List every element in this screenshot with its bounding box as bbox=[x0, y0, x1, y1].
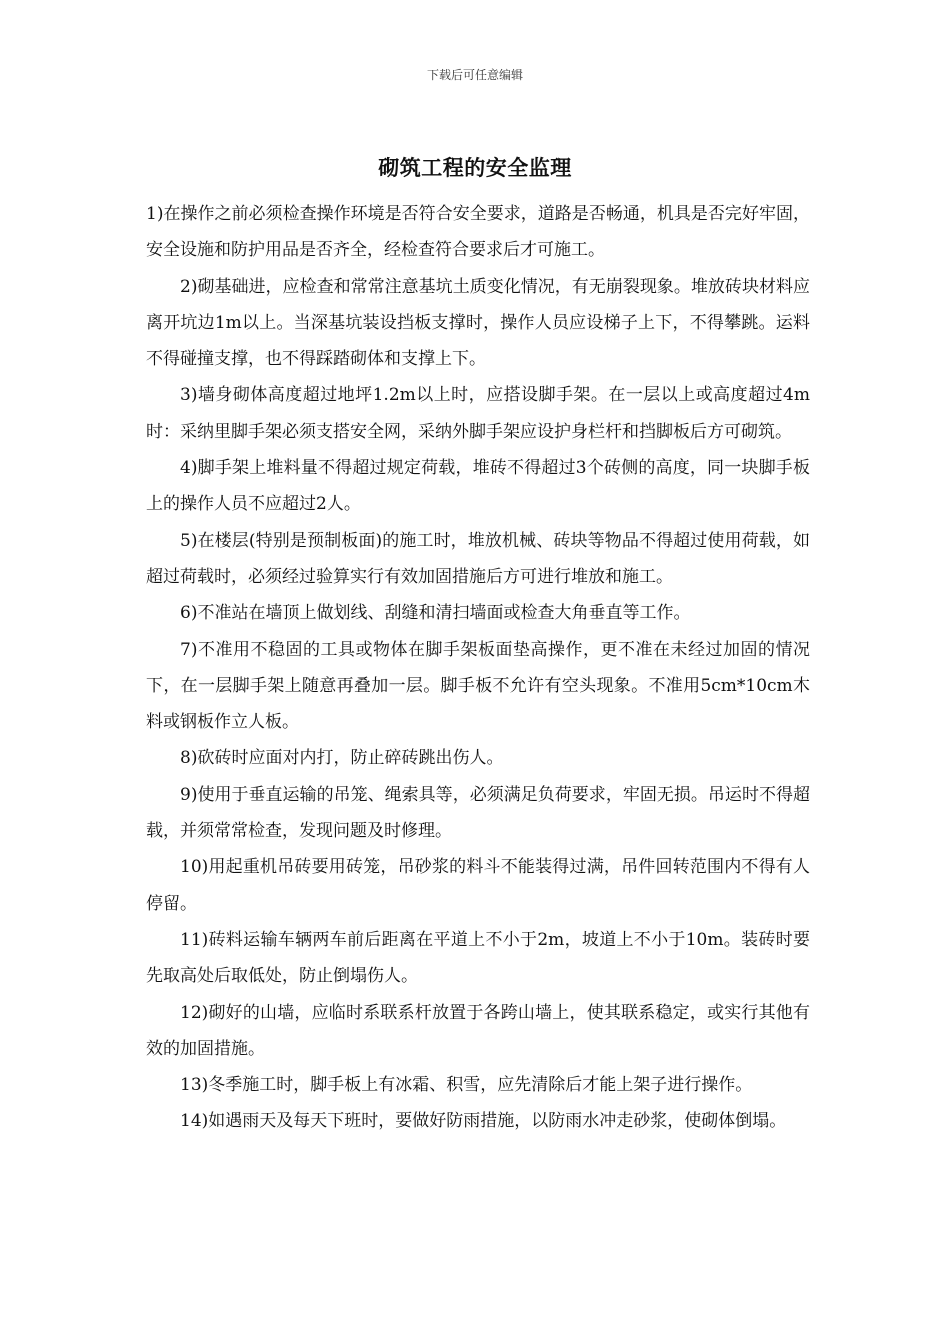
paragraph-2: 2)砌基础进，应检查和常常注意基坑土质变化情况，有无崩裂现象。堆放砖块材料应离开坑边1m以上。当深基坑装设挡板支撑时，操作人员应设梯子上下，不得攀跳。运料不得碰撞支撑，也不得踩踏砌体和支撑上下。 bbox=[146, 276, 810, 370]
paragraph-7: 7)不准用不稳固的工具或物体在脚手架板面垫高操作，更不准在未经过加固的情况下，在一层脚手架上随意再叠加一层。脚手板不允许有空头现象。不准用5cm*10cm木料或钢板作立人板。 bbox=[146, 639, 810, 733]
paragraph-6: 6)不准站在墙顶上做划线、刮缝和清扫墙面或检查大角垂直等工作。 bbox=[180, 603, 691, 624]
document-body bbox=[146, 196, 810, 1140]
paragraph-14: 14)如遇雨天及每天下班时，要做好防雨措施，以防雨水冲走砂浆，使砌体倒塌。 bbox=[180, 1111, 787, 1132]
paragraph-4: 4)脚手架上堆料量不得超过规定荷载，堆砖不得超过3个砖侧的高度，同一块脚手板上的操作人员不应超过2人。 bbox=[146, 458, 810, 515]
paragraph-12: 12)砌好的山墙，应临时系联系杆放置于各跨山墙上，使其联系稳定，或实行其他有效的加固措施。 bbox=[146, 1002, 810, 1059]
paragraph-13: 13)冬季施工时，脚手板上有冰霜、积雪，应先清除后才能上架子进行操作。 bbox=[180, 1075, 753, 1096]
header-note: 下载后可任意编辑 bbox=[426, 68, 523, 82]
paragraph-3: 3)墙身砌体高度超过地坪1.2m以上时，应搭设脚手架。在一层以上或高度超过4m时：采纳里脚手架必须支搭安全网，采纳外脚手架应设护身栏杆和挡脚板后方可砌筑。 bbox=[146, 385, 810, 442]
paragraph-1: 1)在操作之前必须检查操作环境是否符合安全要求，道路是否畅通，机具是否完好牢固，安全设施和防护用品是否齐全，经检查符合要求后才可施工。 bbox=[146, 204, 810, 261]
paragraph-10: 10)用起重机吊砖要用砖笼，吊砂浆的料斗不能装得过满，吊件回转范围内不得有人停留。 bbox=[146, 857, 810, 914]
paragraph-9: 9)使用于垂直运输的吊笼、绳索具等，必须满足负荷要求，牢固无损。吊运时不得超载，并须常常检查，发现问题及时修理。 bbox=[146, 784, 810, 842]
paragraph-5: 5)在楼层(特别是预制板面)的施工时，堆放机械、砖块等物品不得超过使用荷载，如超过荷载时，必须经过验算实行有效加固措施后方可进行堆放和施工。 bbox=[146, 530, 810, 587]
paragraph-11: 11)砖料运输车辆两车前后距离在平道上不小于2m，坡道上不小于10m。装砖时要先取高处后取低处，防止倒塌伤人。 bbox=[146, 929, 810, 987]
document-title: 砌筑工程的安全监理 bbox=[378, 156, 572, 180]
paragraph-8: 8)砍砖时应面对内打，防止碎砖跳出伤人。 bbox=[180, 748, 504, 769]
